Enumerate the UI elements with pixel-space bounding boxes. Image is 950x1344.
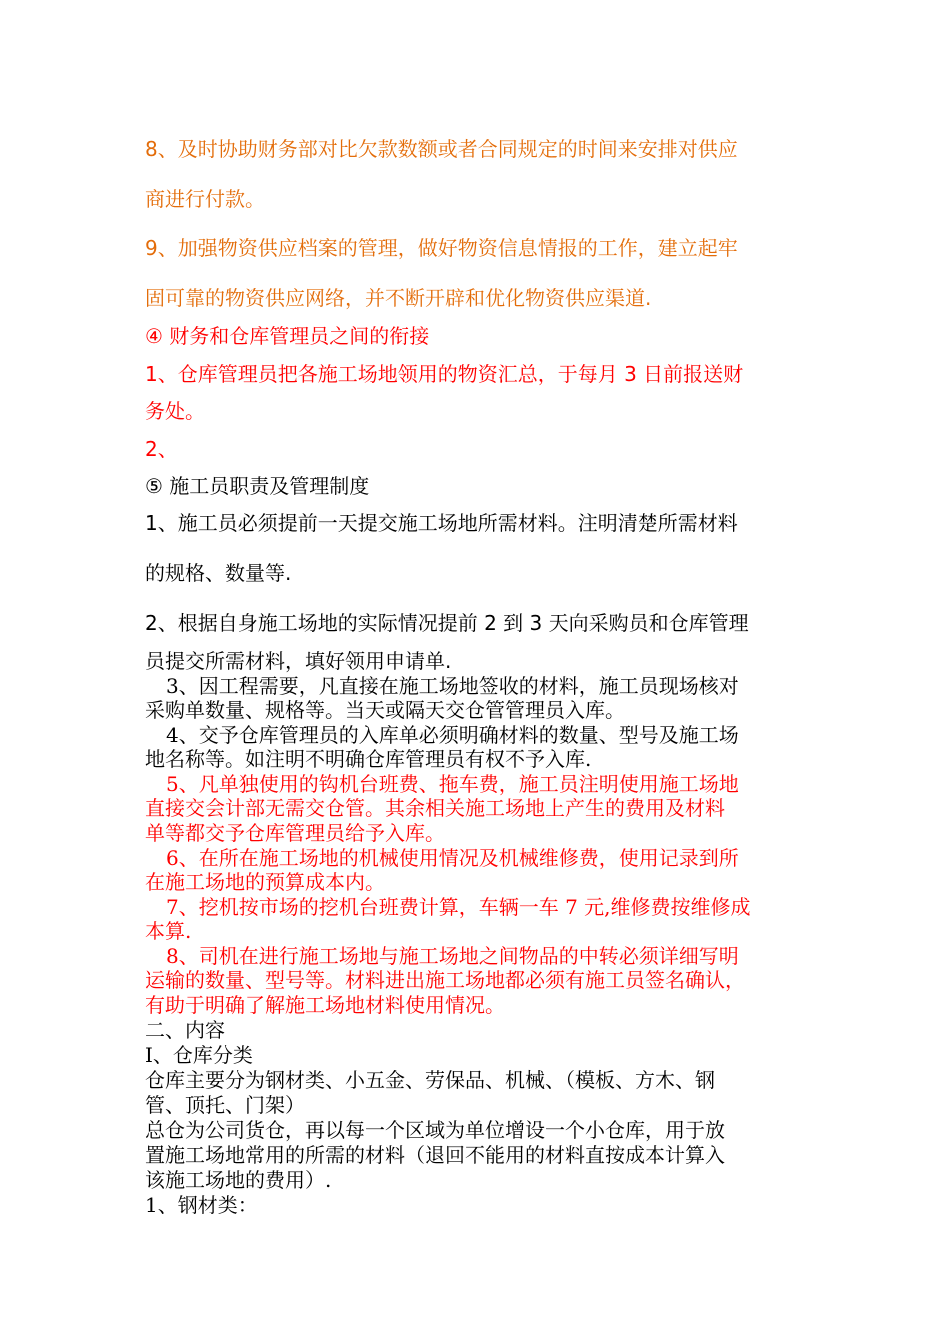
orange-item-9-line-2: 固可靠的物资供应网络，并不断开辟和优化物资供应渠道. — [145, 286, 652, 310]
orange-item-9-line-1: 9、加强物资供应档案的管理，做好物资信息情报的工作，建立起牢 — [145, 236, 738, 260]
main-warehouse-line-1: 总仓为公司货仓，再以每一个区域为单位增设一个小仓库，用于放 — [145, 1118, 725, 1142]
section-heading-construction-staff: ⑤ 施工员职责及管理制度 — [145, 474, 370, 498]
staff-item-7-line-1: 7、挖机按市场的挖机台班费计算，车辆一车 7 元,维修费按维修成 — [166, 895, 751, 919]
staff-item-5-line-1: 5、凡单独使用的钩机台班费、拖车费，施工员注明使用施工场地 — [166, 772, 739, 796]
staff-item-1-line-2: 的规格、数量等. — [145, 561, 292, 585]
section-heading-finance-warehouse: ④ 财务和仓库管理员之间的衔接 — [145, 324, 430, 348]
staff-item-5-line-3: 单等都交予仓库管理员给予入库。 — [145, 821, 445, 845]
main-warehouse-line-2: 置施工场地常用的所需的材料（退回不能用的材料直按成本计算入 — [145, 1143, 725, 1167]
staff-item-4-line-1: 4、交予仓库管理员的入库单必须明确材料的数量、型号及施工场 — [166, 723, 739, 747]
subheading-warehouse-categories: Ⅰ、仓库分类 — [145, 1043, 253, 1067]
red-item-1-line-1: 1、仓库管理员把各施工场地领用的物资汇总，于每月 3 日前报送财 — [145, 362, 744, 386]
orange-item-8-line-2: 商进行付款。 — [145, 187, 265, 211]
staff-item-2-line-1: 2、根据自身施工场地的实际情况提前 2 到 3 天向采购员和仓库管理 — [145, 611, 749, 635]
red-item-2: 2、 — [145, 437, 178, 461]
section-heading-content: 二、内容 — [145, 1018, 225, 1042]
staff-item-4-line-2: 地名称等。如注明不明确仓库管理员有权不予入库. — [145, 747, 592, 771]
staff-item-8-line-2: 运输的数量、型号等。材料进出施工场地都必须有施工员签名确认， — [145, 968, 745, 992]
staff-item-2-line-2: 员提交所需材料，填好领用申请单. — [145, 649, 452, 673]
warehouse-categories-line-1: 仓库主要分为钢材类、小五金、劳保品、机械、（模板、方木、钢 — [145, 1068, 715, 1092]
red-item-1-line-2: 务处。 — [145, 399, 205, 423]
main-warehouse-line-3: 该施工场地的费用）. — [145, 1168, 332, 1192]
staff-item-1-line-1: 1、施工员必须提前一天提交施工场地所需材料。注明清楚所需材料 — [145, 511, 738, 535]
staff-item-8-line-3: 有助于明确了解施工场地材料使用情况。 — [145, 993, 505, 1017]
staff-item-6-line-2: 在施工场地的预算成本内。 — [145, 870, 385, 894]
staff-item-3-line-2: 采购单数量、规格等。当天或隔天交仓管管理员入库。 — [145, 698, 625, 722]
staff-item-6-line-1: 6、在所在施工场地的机械使用情况及机械维修费，使用记录到所 — [166, 846, 739, 870]
staff-item-3-line-1: 3、因工程需要，凡直接在施工场地签收的材料，施工员现场核对 — [166, 674, 739, 698]
staff-item-8-line-1: 8、司机在进行施工场地与施工场地之间物品的中转必须详细写明 — [166, 944, 739, 968]
staff-item-7-line-2: 本算. — [145, 919, 192, 943]
steel-category-heading: 1、钢材类： — [145, 1193, 258, 1217]
orange-item-8-line-1: 8、及时协助财务部对比欠款数额或者合同规定的时间来安排对供应 — [145, 137, 738, 161]
warehouse-categories-line-2: 管、顶托、门架） — [145, 1093, 305, 1117]
staff-item-5-line-2: 直接交会计部无需交仓管。其余相关施工场地上产生的费用及材料 — [145, 796, 725, 820]
